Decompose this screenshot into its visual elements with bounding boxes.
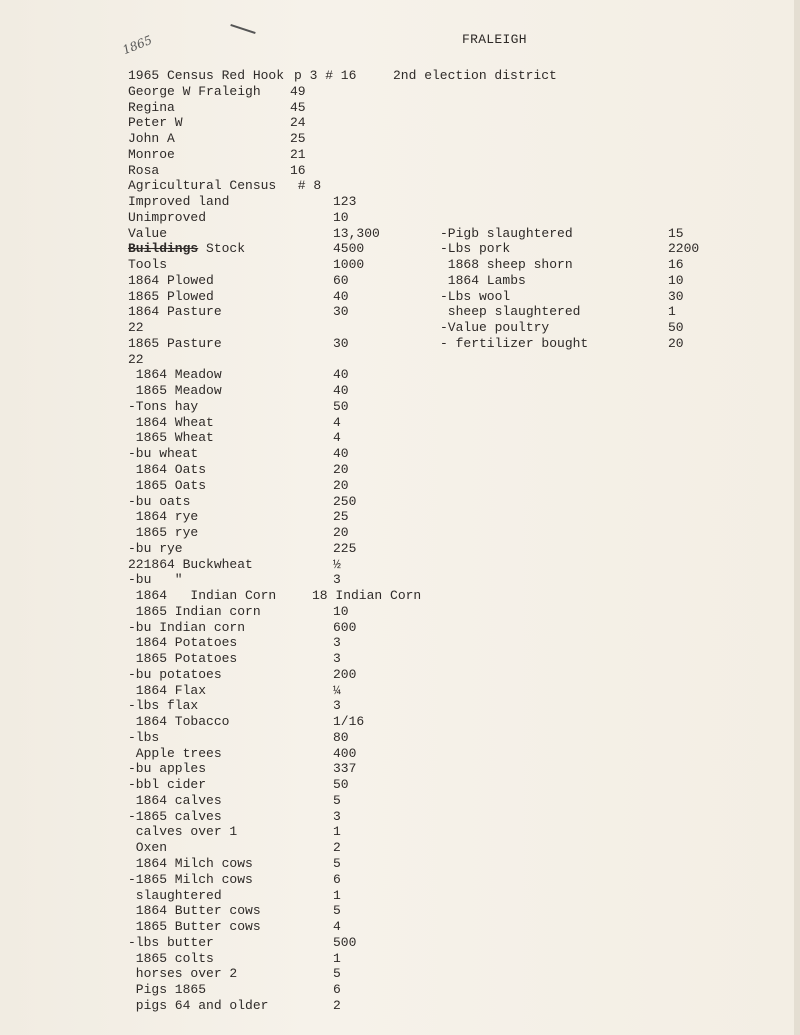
entry-label: -bu " <box>128 572 183 588</box>
entry-value: 40 <box>333 288 349 304</box>
entry-label: 1864 Flax <box>128 682 207 698</box>
entry-value: 123 <box>333 194 357 210</box>
entry-value: 200 <box>333 666 357 682</box>
entry-value: 1/16 <box>333 714 365 730</box>
entry-label: -bu Indian corn <box>128 619 246 635</box>
entry-label: Improved land <box>128 194 230 210</box>
entry-value: 10 <box>333 603 349 619</box>
right-entry-value: 20 <box>668 335 684 351</box>
entry-label: Monroe <box>128 146 175 162</box>
entry-label: 1865 Pasture <box>128 335 222 351</box>
right-entry-label: -Lbs pork <box>440 241 511 257</box>
entry-label: calves over 1 <box>128 824 238 840</box>
entry-label: 1865 Potatoes <box>128 651 238 667</box>
entry-value: 4 <box>333 919 341 935</box>
entry-label: -lbs <box>128 729 160 745</box>
entry-label: Tools <box>128 257 168 273</box>
entry-label: Agricultural Census <box>128 178 277 194</box>
entry-value: 400 <box>333 745 357 761</box>
entry-value: 5 <box>333 792 341 808</box>
paper-edge <box>794 0 800 1035</box>
entry-label: -lbs butter <box>128 934 214 950</box>
entry-value: 4 <box>333 430 341 446</box>
entry-label: 1865 Indian corn <box>128 603 261 619</box>
entry-value: 40 <box>333 367 349 383</box>
right-entry-label: -Pigb slaughtered <box>440 225 573 241</box>
entry-value: 4500 <box>333 241 365 257</box>
entry-label: Buildings Stock <box>128 241 246 257</box>
entry-label: 22 <box>128 351 144 367</box>
entry-label: -bu oats <box>128 493 191 509</box>
entry-label: George W Fraleigh <box>128 83 261 99</box>
entry-value: 6 <box>333 871 341 887</box>
entry-value: ½ <box>333 556 341 572</box>
entry-label: -Tons hay <box>128 398 199 414</box>
entry-label: -bu apples <box>128 761 207 777</box>
census-header-line <box>128 68 557 83</box>
entry-label: Peter W <box>128 115 183 131</box>
entry-age: 25 <box>290 131 306 147</box>
right-entry-label: 1868 sheep shorn <box>440 257 573 273</box>
entry-label: slaughtered <box>128 887 222 903</box>
entry-value: 50 <box>333 398 349 414</box>
census-label: 1965 Census Red Hook <box>128 68 285 83</box>
entry-label: 1865 Butter cows <box>128 919 261 935</box>
entry-label: 1864 Butter cows <box>128 903 261 919</box>
right-entry-value: 16 <box>668 257 684 273</box>
entry-age: 16 <box>290 162 306 178</box>
page-ref: p 3 # 16 <box>294 68 357 83</box>
entry-value: 3 <box>333 651 341 667</box>
entry-label: Apple trees <box>128 745 222 761</box>
entry-value: 1 <box>333 950 341 966</box>
entry-label: 1864 Meadow <box>128 367 222 383</box>
entry-value: 80 <box>333 729 349 745</box>
entry-value: 225 <box>333 540 357 556</box>
right-entry-value: 10 <box>668 272 684 288</box>
entry-value: 40 <box>333 383 349 399</box>
entry-label: 1864 Pasture <box>128 304 222 320</box>
entry-value: 600 <box>333 619 357 635</box>
entry-value: 40 <box>333 446 349 462</box>
entry-value: 10 <box>333 209 349 225</box>
entry-label: Unimproved <box>128 209 207 225</box>
entry-value: 3 <box>333 808 341 824</box>
entry-value: ¼ <box>333 682 341 698</box>
entry-label: 1864 Wheat <box>128 414 214 430</box>
entry-value: 5 <box>333 856 341 871</box>
entry-label: Regina <box>128 99 175 115</box>
entry-label: 1865 rye <box>128 525 199 541</box>
right-entry-label: - fertilizer bought <box>440 335 589 351</box>
document-title: FRALEIGH <box>462 32 527 47</box>
right-entry-value: 2200 <box>668 241 700 257</box>
entry-value: 1 <box>333 887 341 903</box>
entry-label: Oxen <box>128 840 168 856</box>
entry-value: 50 <box>333 777 349 793</box>
entry-value: 3 <box>333 572 341 588</box>
entry-value: 3 <box>333 635 341 651</box>
entry-value: 5 <box>333 903 341 919</box>
entry-age: # 8 <box>290 178 322 194</box>
handwritten-year: 1865 <box>120 32 155 58</box>
entry-label: Pigs 1865 <box>128 982 207 998</box>
entry-label: Value <box>128 225 168 241</box>
entry-label: 1865 Meadow <box>128 383 222 399</box>
entry-label: -1865 Milch cows <box>128 871 253 887</box>
entry-label: -bu rye <box>128 540 183 556</box>
entry-label: -bu potatoes <box>128 666 222 682</box>
entry-label: 1865 Oats <box>128 477 207 493</box>
entry-value: 2 <box>333 840 341 856</box>
entry-label: 1864 Oats <box>128 462 207 477</box>
entry-label: -bbl cider <box>128 777 207 793</box>
entry-label: 1864 rye <box>128 509 199 525</box>
entry-label: John A <box>128 131 175 147</box>
entry-label: 1864 calves <box>128 792 222 808</box>
entry-label: 1865 Wheat <box>128 430 214 446</box>
right-entry-value: 1 <box>668 304 676 320</box>
entry-label: 1864 Plowed <box>128 272 214 288</box>
entry-value: 20 <box>333 525 349 541</box>
entry-value: 1 <box>333 824 341 840</box>
entry-label: pigs 64 and older <box>128 997 269 1013</box>
entry-value: 4 <box>333 414 341 430</box>
entry-label: 1865 colts <box>128 950 214 966</box>
entry-label: Rosa <box>128 162 160 178</box>
right-entry-label: sheep slaughtered <box>440 304 581 320</box>
entry-value: 5 <box>333 966 341 982</box>
entry-age: 21 <box>290 146 306 162</box>
entry-age: 24 <box>290 115 306 131</box>
entry-label: 1864 Indian Corn <box>128 588 277 604</box>
entry-value: 250 <box>333 493 357 509</box>
entry-value: 337 <box>333 761 357 777</box>
right-entry-label: -Value poultry <box>440 320 550 336</box>
entry-value: 3 <box>333 698 341 714</box>
struck-word: Buildings <box>128 241 199 257</box>
entry-label: 1864 Tobacco <box>128 714 230 730</box>
entry-value: 30 <box>333 335 349 351</box>
right-entry-value: 50 <box>668 320 684 336</box>
district: 2nd election district <box>393 68 557 83</box>
entry-age: 49 <box>290 83 306 99</box>
entry-age: 18 Indian Corn <box>312 588 422 604</box>
right-entry-value: 30 <box>668 288 684 304</box>
entry-value: 500 <box>333 934 357 950</box>
entry-label: 221864 Buckwheat <box>128 556 253 572</box>
entry-value: 20 <box>333 477 349 493</box>
entry-value: 60 <box>333 272 349 288</box>
entry-label: 1864 Potatoes <box>128 635 238 651</box>
entry-value: 30 <box>333 304 349 320</box>
right-entry-value: 15 <box>668 225 684 241</box>
entry-label: -1865 calves <box>128 808 222 824</box>
right-entry-label: -Lbs wool <box>440 288 511 304</box>
entry-label: -lbs flax <box>128 698 199 714</box>
entry-value: 6 <box>333 982 341 998</box>
entry-age: 45 <box>290 99 306 115</box>
entry-value: 25 <box>333 509 349 525</box>
entry-value: 2 <box>333 997 341 1013</box>
entry-value: 1000 <box>333 257 365 273</box>
right-entry-label: 1864 Lambs <box>440 272 526 288</box>
entry-label: -bu wheat <box>128 446 199 462</box>
entry-label: 22 <box>128 320 144 336</box>
entry-value: 13,300 <box>333 225 380 241</box>
entry-label: 1865 Plowed <box>128 288 214 304</box>
entry-label: horses over 2 <box>128 966 238 982</box>
entry-label: 1864 Milch cows <box>128 856 253 871</box>
entry-value: 20 <box>333 462 349 477</box>
